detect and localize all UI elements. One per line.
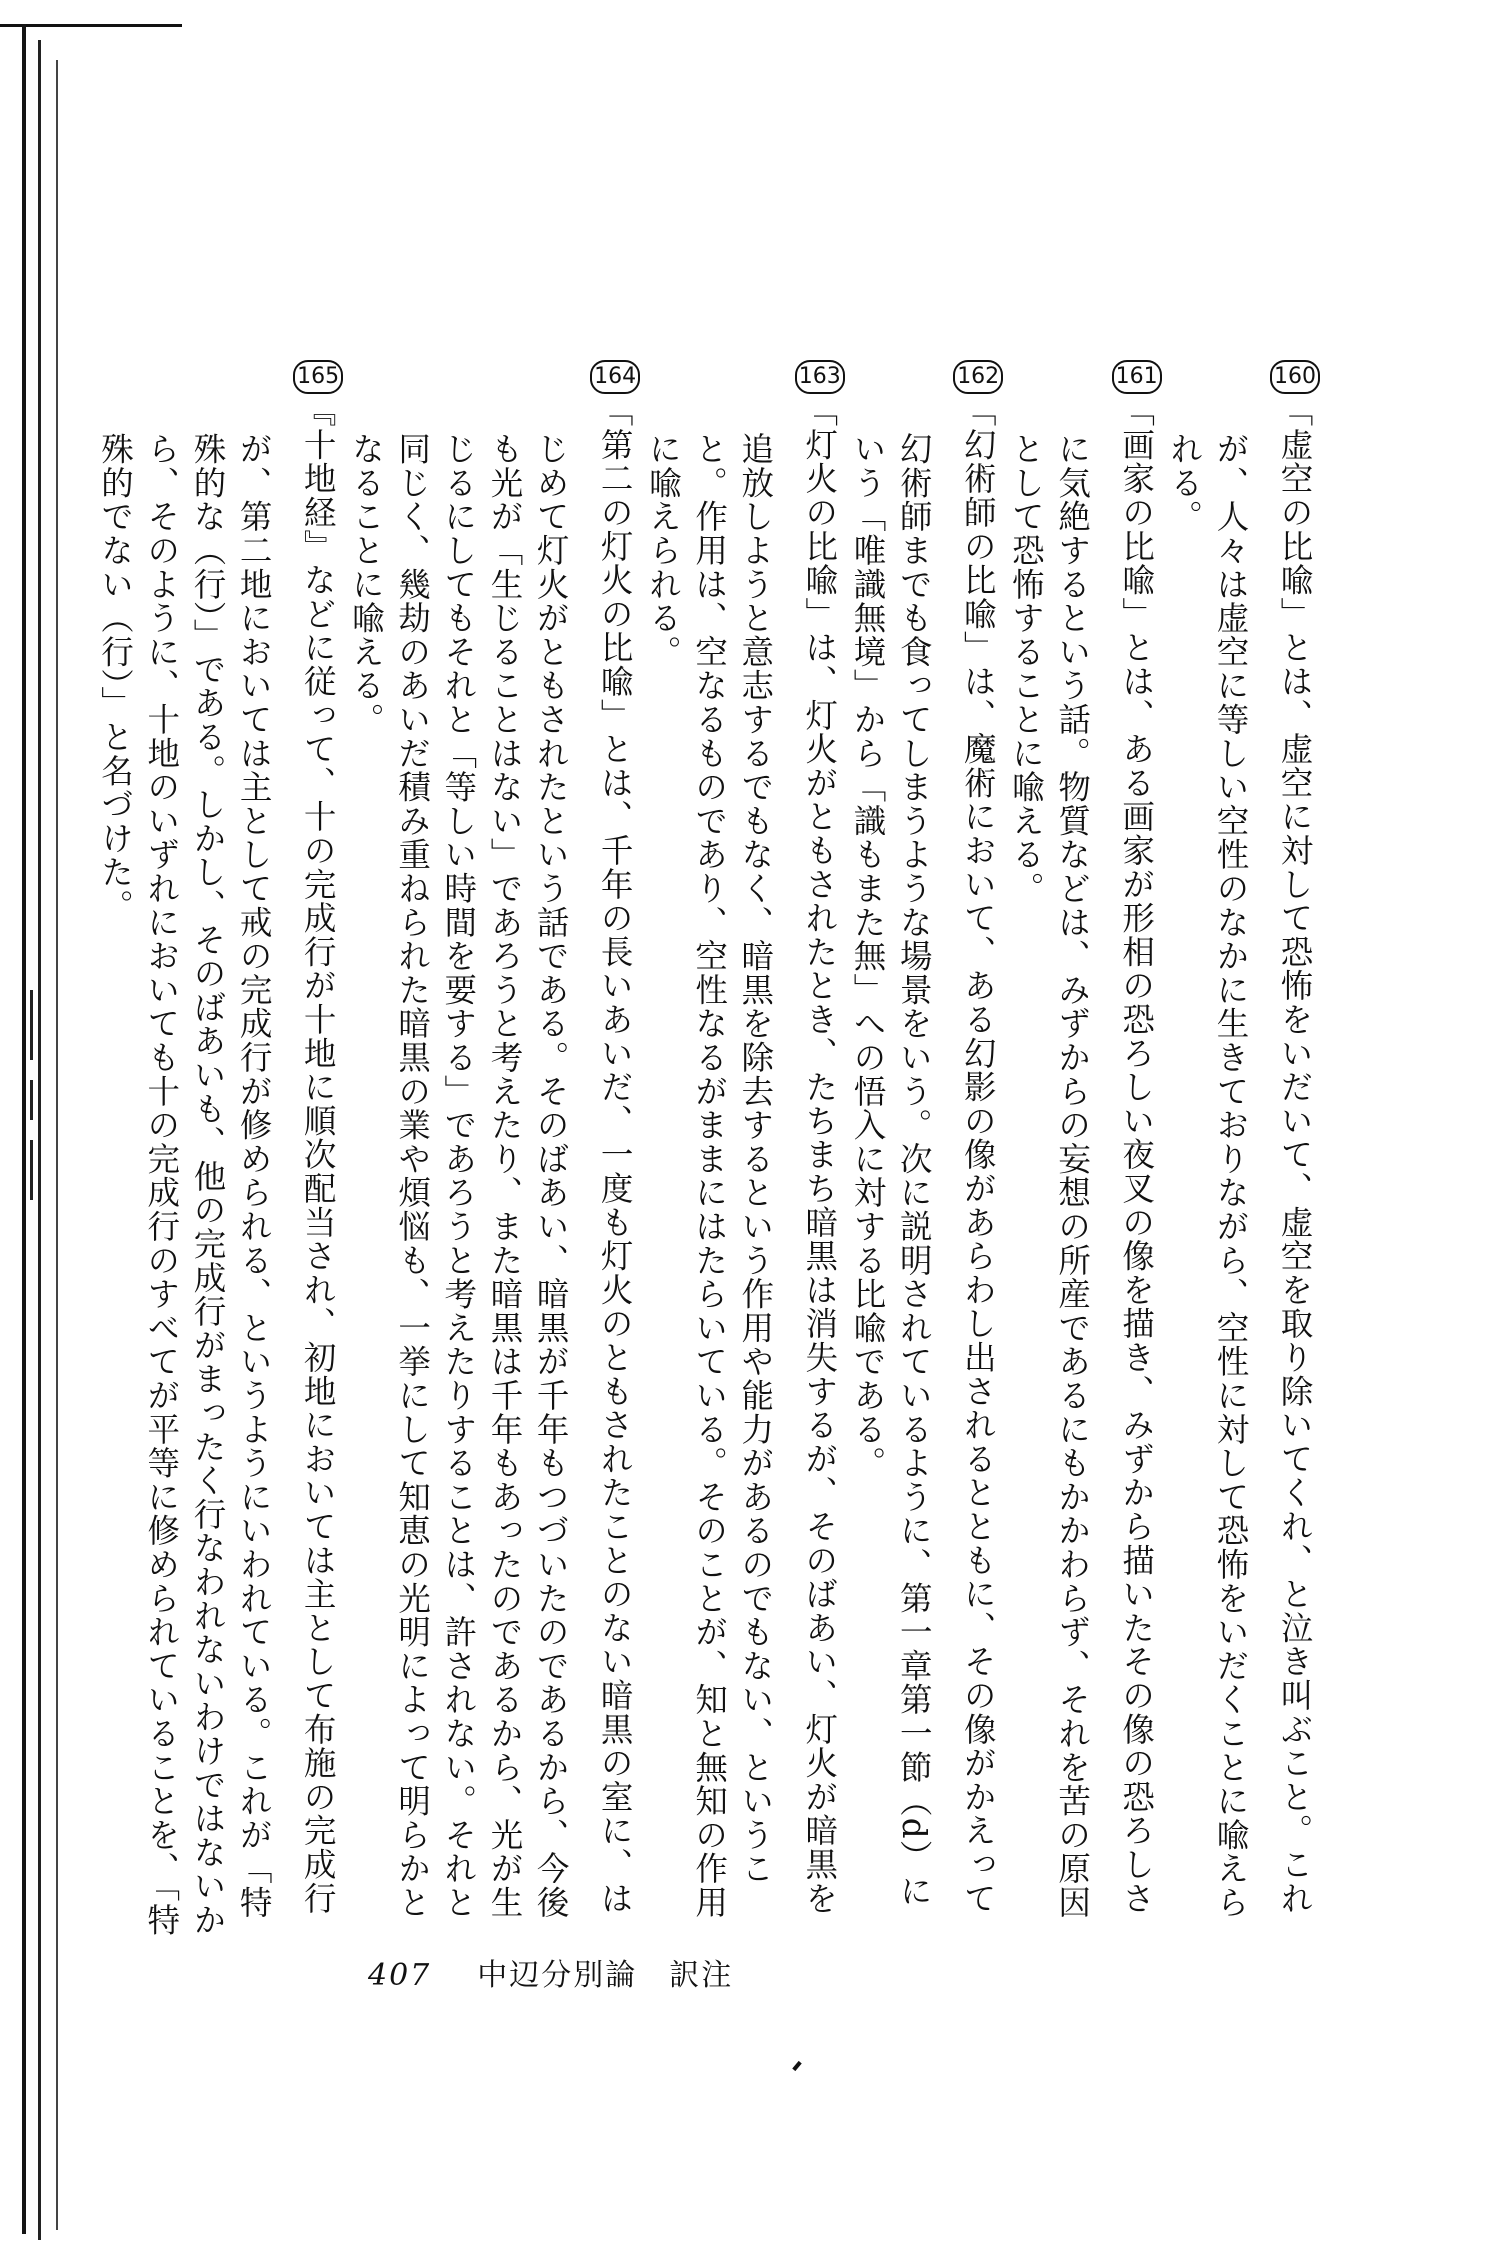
page-number: 407 [368,1958,432,1993]
note-number: 160 [1254,360,1320,394]
page-footer [368,1950,733,1994]
scan-speck [30,1080,33,1120]
scan-speck [30,1140,33,1200]
note-text: 「灯火の比喩」は、灯火がともされたとき、たちまち暗黒は消失するが、そのばあい、灯火が暗黒を追放しようと意志するでもなく、暗黒を除去するという作用や能力があるのでもない、ということ。作用は、空なるものであり、空性なるがままにはたらいている。そのことが、知と無知の作用に喩えられる。 [644,394,839,1920]
note-number: 163 [779,360,845,394]
note-text: 「幻術師の比喩」は、魔術において、ある幻影の像があらわし出されるとともに、その像がかえって幻術師までも食ってしまうような場景をいう。次に説明されているように、第一章第一節（d）にいう「唯識無境」から「識もまた無」への悟入に対する比喩である。 [848,394,998,1915]
scan-left-border-inner [38,40,41,2240]
note-163 [640,360,845,1940]
note-165 [92,360,343,1940]
scan-mark [792,2061,801,2071]
scan-left-border [22,24,26,2234]
note-number: 164 [574,360,640,394]
notes-column-block [92,360,1320,1940]
note-number: 161 [1096,360,1162,394]
note-text: 「第二の灯火の比喩」とは、千年の長いあいだ、一度も灯火のともされたことのない暗黒の室に、はじめて灯火がともされたという話である。そのばあい、暗黒が千年もつづいたのであるから、今後も光が「生じることはない」であろうと考えたり、また暗黒は千年もあったのであるから、光が生じるにしてもそれと「等しい時間を要する」であろうと考えたりすることは、許されない。それと同じく、幾劫のあいだ積み重ねられた暗黒の業や煩悩も、一挙にして知恵の光明によって明らかとなることに喩える。 [347,394,635,1920]
scan-top-rule [0,24,182,27]
note-number: 165 [277,360,343,394]
note-161 [1003,360,1161,1940]
note-number: 162 [937,360,1003,394]
running-title: 中辺分別論 訳注 [477,1958,734,1993]
note-162 [845,360,1003,1940]
page-body [96,360,1320,1940]
note-text: 『十地経』などに従って、十の完成行が十地に順次配当され、初地においては主として布施の完成行が、第二地においては主として戒の完成行が修められる、というようにいわれている。これが「特殊的な（行）」である。しかし、そのばあいも、他の完成行がまったく行なわれないわけではないから、そのように、十地のいずれにおいても十の完成行のすべてが平等に修められていることを、「特殊的でない（行）」と名づけた。 [96,394,338,1937]
note-164 [343,360,640,1940]
note-text: 「虚空の比喩」とは、虚空に対して恐怖をいだいて、虚空を取り除いてくれ、と泣き叫ぶこと。これが、人々は虚空に等しい空性のなかに生きておりながら、空性に対して恐怖をいだくことに喩えられる。 [1165,394,1314,1920]
scan-speck [30,990,33,1060]
note-160 [1162,360,1320,1940]
scan-left-border-faint [56,60,58,2230]
note-text: 「画家の比喩」とは、ある画家が形相の恐ろしい夜叉の像を描き、みずから描いたその像の恐ろしさに気絶するという話。物質などは、みずからの妄想の所産であるにもかかわらず、それを苦の原因として恐怖することに喩える。 [1007,394,1156,1920]
